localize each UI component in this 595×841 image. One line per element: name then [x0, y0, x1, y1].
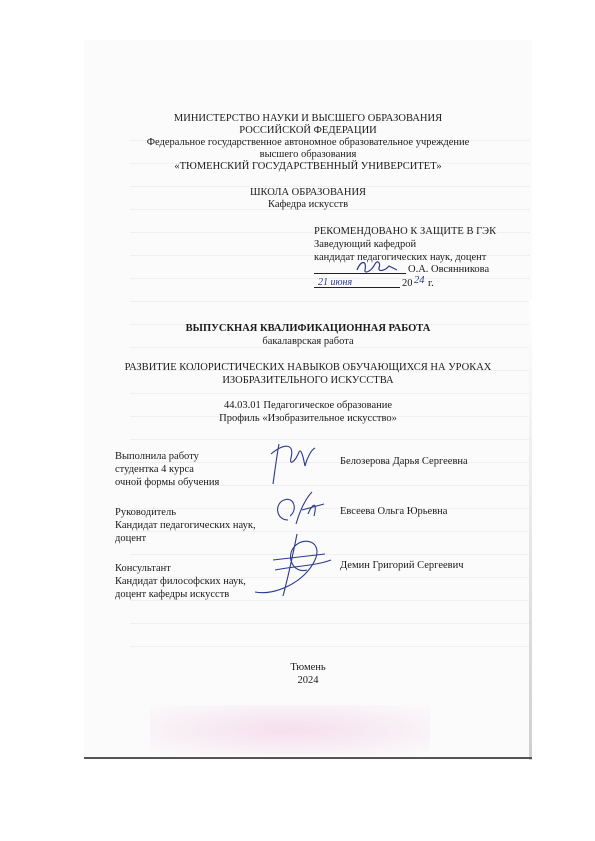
head-signature-icon: [355, 258, 400, 276]
footer-city: Тюмень: [290, 662, 326, 673]
consultant-name: Демин Григорий Сергеевич: [340, 560, 464, 571]
institution-line-2: высшего образования: [259, 149, 357, 160]
department-name: Кафедра искусств: [267, 199, 349, 210]
institution-line-1: Федеральное государственное автономное образовательное учреждение: [146, 137, 470, 148]
ministry-line-2: РОССИЙСКОЙ ФЕДЕРАЦИИ: [239, 125, 377, 136]
university-name: «ТЮМЕНСКИЙ ГОСУДАРСТВЕННЫЙ УНИВЕРСИТЕТ»: [174, 161, 442, 172]
approval-title: РЕКОМЕНДОВАНО К ЗАЩИТЕ В ГЭК: [314, 226, 497, 237]
work-subtype: бакалаврская работа: [262, 336, 354, 347]
approval-position: Заведующий кафедрой: [314, 239, 417, 250]
supervisor-role-line-2: Кандидат педагогических наук,: [115, 520, 256, 531]
supervisor-role-line-1: Руководитель: [115, 507, 176, 518]
student-role-line-1: Выполнила работу: [115, 451, 199, 462]
scan-stain: [150, 705, 430, 755]
year-suffix: г.: [428, 278, 434, 289]
approval-degree: кандидат педагогических наук, доцент: [314, 252, 487, 263]
consultant-role-line-1: Консультант: [115, 563, 171, 574]
handwritten-date: 21 июня: [318, 277, 353, 288]
student-signature-icon: [265, 440, 325, 488]
ministry-line-1: МИНИСТЕРСТВО НАУКИ И ВЫСШЕГО ОБРАЗОВАНИЯ: [173, 113, 443, 124]
consultant-signature-icon: [245, 530, 335, 600]
consultant-role-line-3: доцент кафедры искусств: [115, 589, 230, 600]
supervisor-role-line-3: доцент: [115, 533, 147, 544]
supervisor-name: Евсеева Ольга Юрьевна: [340, 506, 448, 517]
consultant-role-line-2: Кандидат философских наук,: [115, 576, 246, 587]
student-name: Белозерова Дарья Сергеевна: [340, 456, 468, 467]
program-profile: Профиль «Изобразительное искусство»: [219, 413, 397, 424]
work-title-line-2: ИЗОБРАЗИТЕЛЬНОГО ИСКУССТВА: [222, 375, 394, 386]
footer-year: 2024: [297, 675, 319, 686]
approval-name: О.А. Овсянникова: [408, 264, 490, 275]
school-name: ШКОЛА ОБРАЗОВАНИЯ: [249, 187, 367, 198]
year-handwritten: 24: [414, 275, 425, 286]
student-role-line-3: очной формы обучения: [115, 477, 220, 488]
supervisor-signature-icon: [268, 490, 328, 530]
work-title-line-1: РАЗВИТИЕ КОЛОРИСТИЧЕСКИХ НАВЫКОВ ОБУЧАЮЩИХСЯ НА УРОКАХ: [124, 362, 492, 373]
work-type: ВЫПУСКНАЯ КВАЛИФИКАЦИОННАЯ РАБОТА: [185, 323, 431, 334]
student-role-line-2: студентка 4 курса: [115, 464, 194, 475]
program-code: 44.03.01 Педагогическое образование: [223, 400, 392, 411]
year-prefix: 20: [402, 278, 413, 289]
scan-edge-bottom: [84, 757, 532, 759]
